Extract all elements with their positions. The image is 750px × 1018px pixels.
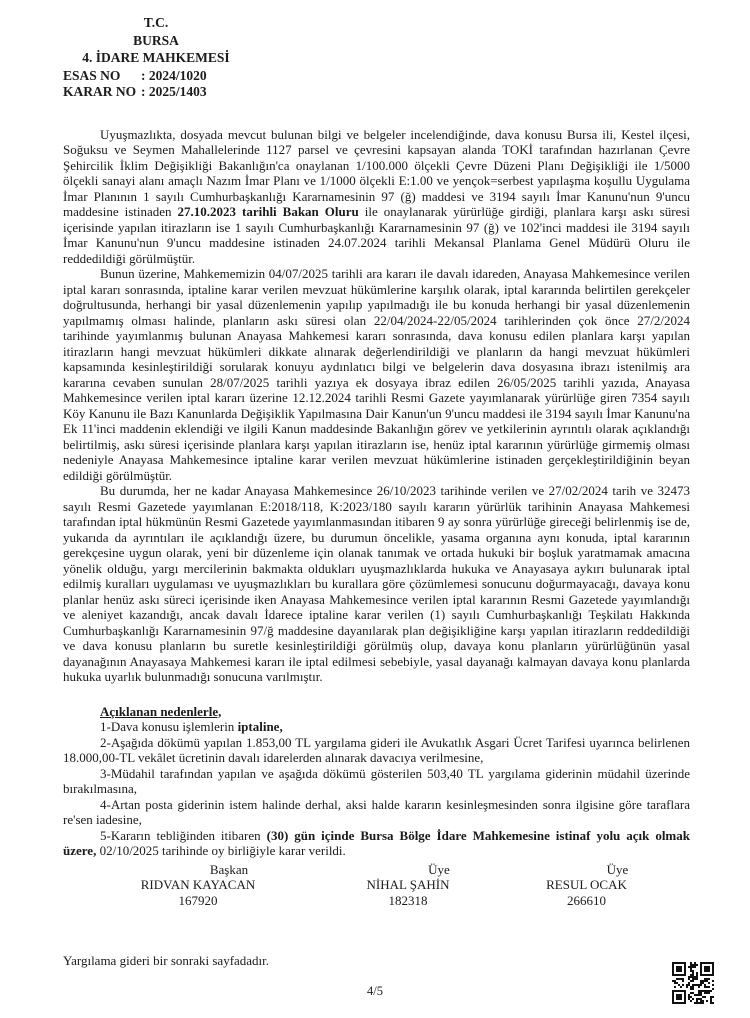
esas-no-row <box>63 68 690 85</box>
page-content <box>63 14 690 908</box>
signature-registry-number: 182318 <box>388 892 428 908</box>
signature-member-1 <box>333 862 483 909</box>
signature-president <box>63 862 333 909</box>
signature-registry-number: 167920 <box>178 892 218 908</box>
karar-no-value: : 2025/1403 <box>141 84 207 99</box>
republic-abbr: T.C. <box>143 15 169 30</box>
paragraph-segment-bold: iptaline, <box>237 719 283 734</box>
paragraph-assessment: Bu durumda, her ne kadar Anayasa Mahkemesince 26/10/2023 tarihinde verilen ve 27/02/2024 tarih ve 32473 sayılı Resmi Gazetede yayımlanan E:2018/118, K:2023/180 sayılı kararın yürürlük tarihinin Anayasa Mahkemesi tarafından iptal hükmünün Resmi Gazetede yayımlanmasından itibaren 9 ay sonra yürürlüğe gireceği belirlenmiş ise de, yukarıda da ayrıntıları ile açıklandığı üzere, bu durumun öncelikle, yasama organına aynı konuda, iptal kararının gerekçesine uygun olarak, yeni bir düzenleme için olanak tanımak ve ortada hukuki bir boşluk yaratmamak amacına yönelik olduğu, yargı mercilerinin bakmakta oldukları uyuşmazlıklarda hukuka ve Anayasaya aykırı bulunarak iptal edilmiş kuralları uygulaması ve uyuşmazlıkları bu kurallara göre çözümlemesi sonucunu doğurmayacağı, davaya konu planlar henüz askı süreci içerisinde iken Anayasa Mahkemesince verilen iptal kararının Resmi Gazetede yayımlandığı ve aleniyet kazandığı, ancak davalı İdarece iptaline karar verilen (1) sayılı Cumhurbaşkanlığı Teşkilatı Hakkında Cumhurbaşkanlığı Kararnamesinin 97/ğ maddesine dayanılarak plan değişikliğine karşı yapılan itirazların reddedildiği ve dava konusu planların bu suretle kesinleştirildiği görülmüş olup, davaya konu planların yürürlüğünün yasal dayanağının Anayasaya Mahkemesi kararı ile iptal edilmesi sebebiyle, yasal dayanağı kalmayan davaya konu planlarda hukuka uyarlık bulunmadığı sonucuna varılmıştır. <box>63 483 690 684</box>
verdict-item-5 <box>63 828 690 859</box>
esas-no-label: ESAS NO <box>63 67 121 83</box>
court-header <box>63 14 249 67</box>
paragraph-segment: 02/10/2025 tarihinde oy birliğiyle karar verildi. <box>96 843 346 858</box>
signature-title: Üye <box>428 861 450 877</box>
signature-block <box>63 862 690 909</box>
verdict-item-1 <box>63 719 690 735</box>
signature-name: RIDVAN KAYACAN <box>140 877 256 892</box>
signature-name: NİHAL ŞAHİN <box>366 877 450 892</box>
paragraph-segment-bold: 27.10.2023 tarihli Bakan Oluru <box>177 204 359 219</box>
signature-title: Üye <box>606 861 629 877</box>
paragraph-segment-bold: (30) gün içinde Bursa Bölge İdare Mahkemesine istinaf yolu açık olmak üzere, <box>63 827 690 858</box>
signature-name: RESUL OCAK <box>546 877 627 892</box>
signature-registry-number: 266610 <box>567 892 606 908</box>
qr-code <box>672 962 714 1006</box>
paragraph-facts <box>63 127 690 267</box>
signature-title: Başkan <box>209 861 249 877</box>
verdict-item-2: 2-Aşağıda dökümü yapılan 1.853,00 TL yargılama gideri ile Avukatlık Asgari Ücret Tarifesi uyarınca belirlenen 18.000,00-TL vekâlet ücretinin davalı idarelerden alınarak davacıya verilmesine, <box>63 734 690 765</box>
paragraph-interim-ruling: Bunun üzerine, Mahkememizin 04/07/2025 tarihli ara kararı ile davalı idareden, Anayasa Mahkemesince verilen iptal kararı sonrasında, iptaline karar verilen mevzuat hükümlerine karşılık olarak, iptal kararında belirtilen gerekçeler doğrultusunda, herhangi bir yasal düzenlemenin yapılıp yapılmadığı ile bu konuda herhangi bir yasal düzenlemenin yapılmamış olması halinde, planların askı süresi olan 22/04/2024-22/05/2024 tarihlerinden çok önce 27/2/2024 tarihinde yayımlanmış bulunan Anayasa Mahkemesi kararı sonrasında, dava konusu edilen planlara karşı yapılan itirazların hangi mevzuat hükümleri dikkate alınarak değerlendirildiği ve planların da hangi mevzuat hükümleri kapsamında kesinleştirildiği sorularak konuyu aydınlatıcı bilgi ve belgelerin dava dosyasına ibrazı istenilmiş ara kararına cevaben sunulan 28/07/2025 tarihli yazıya ek dosyaya ibraz edilen 26/05/2025 tarihli yazıda, Anayasa Mahkemesince verilen iptal kararı üzerine 12.12.2024 tarihli Resmi Gazete yayımlanarak yürürlüğe giren 7354 sayılı Köy Kanunu ile Bazı Kanunlarda Değişiklik Yapılmasına Dair Kanun'un 9'uncu maddesi ile 3194 sayılı İmar Kanunu'na Ek 11'inci maddenin eklendiği ve ilgili Kanun maddesinde Bakanlığın görev ve yetkilerinin ayrıntılı olarak açıklandığı belirtilmiş, askı süresi içerisinde planlara karşı yapılan itirazların ise, henüz iptal kararının yürürlüğe girmemiş olması nedeniyle Anayasa Mahkemesince iptaline karar verilen mevzuat hükümlerine istinaden gerçekleştirildiğinin beyan edildiği görülmüştür. <box>63 266 690 483</box>
verdict-item-4: 4-Artan posta giderinin istem halinde derhal, aksi halde kararın kesinleşmesinden sonra ilgisine göre taraflara re'sen iadesine, <box>63 796 690 827</box>
signature-member-2 <box>483 862 690 909</box>
case-numbers <box>63 68 690 101</box>
esas-no-value: : 2024/1020 <box>141 67 207 83</box>
karar-no-label: KARAR NO <box>63 84 137 99</box>
costs-next-page-note: Yargılama gideri bir sonraki sayfadadır. <box>63 953 270 968</box>
page-number: 4/5 <box>367 984 383 998</box>
verdict-item-3: 3-Müdahil tarafından yapılan ve aşağıda dökümü gösterilen 503,40 TL yargılama giderinin müdahil üzerinde bırakılmasına, <box>63 765 690 796</box>
karar-no-row <box>63 84 690 101</box>
paragraph-segment: ile onaylanarak yürürlüğe girdiği, planlara karşı askı süresi içerisinde yapılan itirazların ise 1 sayılı Cumhurbaşkanlığı Kararnamesinin 97 (ğ) ve 102'inci maddesi ile 3194 sayılı İmar Kanunu'nun 9'uncu maddesine istinaden 24.07.2024 tarihli Mekansal Planlama Genel Müdürü Oluru ile reddedildiği görülmüştür. <box>63 204 691 266</box>
paragraph-segment: 5-Kararın tebliğinden itibaren <box>100 827 267 843</box>
court-name: 4. İDARE MAHKEMESİ <box>82 50 230 65</box>
verdict-heading-text: Açıklanan nedenlerle, <box>100 703 222 719</box>
decision-body <box>63 127 690 859</box>
city-name: BURSA <box>133 32 179 48</box>
paragraph-segment: Uyuşmazlıkta, dosyada mevcut bulunan bilgi ve belgeler incelendiğinde, dava konusu Bursa ili, Kestel ilçesi, Soğuksu ve Seymen Mahallelerinde 1127 parsel ve çevresini kapsayan alanda TOKİ tarafından hazırlanan Çevre Şehircilik İklim Değişikliği Bakanlığın'ca onaylanan 1/100.000 ölçekli Çevre Düzeni Planı Değişikliği ile 1/5000 ölçekli sanayi alanı amaçlı Nazım İmar Planı ve 1/1000 ölçekli E:1.00 ve yençok=serbest yapılaşma koşullu Uygulama İmar Planının 1 sayılı Cumhurbaşkanlığı Kararnamesinin 97 (ğ) maddesi ve 3194 sayılı İmar Kanunu'nun 9'uncu maddesine istinaden <box>63 126 690 219</box>
verdict-heading <box>63 704 690 720</box>
paragraph-segment: 1-Dava konusu işlemlerin <box>100 719 238 734</box>
